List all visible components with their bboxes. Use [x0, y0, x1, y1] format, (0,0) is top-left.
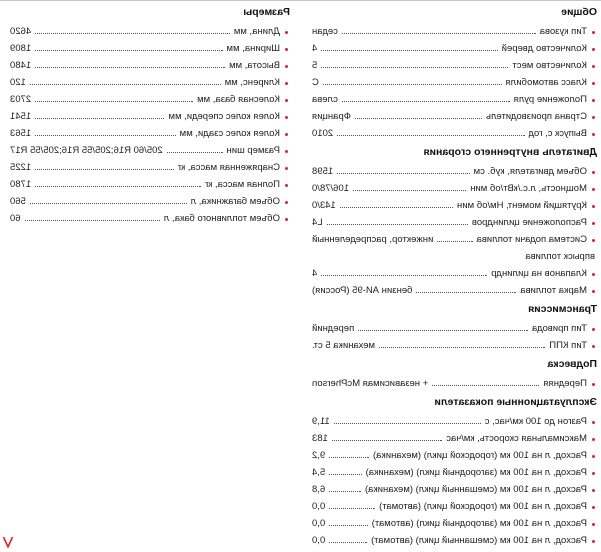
section-title-dimensions: Размеры — [243, 6, 290, 18]
spec-label: Колея колес спереди, мм — [168, 111, 280, 122]
bullet-icon — [592, 540, 595, 543]
dotted-leader — [329, 507, 375, 509]
dotted-leader — [321, 66, 508, 68]
bullet-icon — [592, 290, 595, 293]
bullet-icon — [592, 421, 595, 424]
dotted-leader — [379, 346, 545, 348]
spec-value: бензин АИ-95 (Россия) — [312, 285, 413, 296]
dotted-leader — [329, 473, 361, 475]
spec-label: Крутящий момент, Нм/об мин — [457, 200, 587, 211]
spec-row — [301, 265, 601, 282]
spec-label: Расход, л на 100 км (загородный цикл) (механика) — [365, 467, 587, 478]
spec-label: Положение руля — [513, 94, 587, 105]
spec-value: 6,8 — [312, 484, 326, 495]
spec-row — [0, 23, 300, 40]
bullet-icon — [592, 82, 595, 85]
dotted-leader — [353, 189, 466, 191]
bullet-icon — [285, 184, 288, 187]
spec-value: 5,4 — [312, 467, 326, 478]
bullet-icon — [592, 438, 595, 441]
bullet-icon — [285, 65, 288, 68]
section-title-suspension: Подвеска — [547, 358, 597, 370]
bullet-icon — [592, 383, 595, 386]
spec-value: 120 — [10, 77, 26, 88]
spec-row — [0, 159, 300, 176]
bullet-icon — [592, 273, 595, 276]
bullet-icon — [285, 150, 288, 153]
spec-label: Клиренс, мм — [224, 77, 280, 88]
dotted-leader — [337, 134, 524, 136]
spec-row — [301, 447, 601, 464]
dotted-leader — [342, 100, 510, 102]
spec-column-main — [301, 1, 601, 549]
spec-row — [0, 125, 300, 142]
dotted-leader — [334, 422, 481, 424]
spec-label: Расход, л на 100 км (городской цикл) (механика) — [372, 450, 587, 461]
spec-label: Ширина, мм — [226, 43, 280, 54]
spec-row — [301, 197, 601, 214]
bullet-icon — [592, 506, 595, 509]
spec-label: Передняя — [543, 378, 587, 389]
section-title-general: Общие — [561, 6, 597, 18]
bullet-icon — [592, 489, 595, 492]
spec-label: Тип привода — [531, 323, 587, 334]
bullet-icon — [592, 188, 595, 191]
v-logo-icon — [2, 535, 14, 549]
spec-row — [301, 125, 601, 142]
bullet-icon — [592, 239, 595, 242]
spec-value: 560 — [10, 196, 26, 207]
spec-value: инжектор, распределенный — [312, 234, 434, 245]
spec-label: Расход, л на 100 км (городской цикл) (автомат) — [379, 501, 587, 512]
spec-label: Колесная база, мм — [197, 94, 280, 105]
spec-value: 4 — [312, 268, 318, 279]
spec-row — [0, 176, 300, 193]
dotted-leader — [358, 329, 528, 331]
bullet-icon — [592, 116, 595, 119]
bullet-icon — [285, 48, 288, 51]
spec-label: Класс автомобиля — [505, 77, 587, 88]
spec-value: C — [312, 77, 319, 88]
spec-label: Расход, л на 100 км (смешанный цикл) (механика) — [364, 484, 587, 495]
spec-row — [301, 375, 601, 392]
dotted-leader — [35, 32, 230, 34]
spec-row — [0, 40, 300, 57]
dotted-leader — [35, 49, 222, 51]
spec-value: 205/60 R16;205/55 R16;205/55 R17 — [10, 145, 163, 156]
spec-value: 1563 — [10, 128, 32, 139]
bullet-icon — [592, 99, 595, 102]
bullet-icon — [592, 171, 595, 174]
spec-value: 0,0 — [312, 518, 326, 529]
spec-label: Полная масса, кг — [204, 179, 280, 190]
bullet-icon — [592, 472, 595, 475]
bullet-icon — [592, 328, 595, 331]
spec-label: Расположение цилиндров — [471, 217, 587, 228]
spec-value: седан — [312, 26, 338, 37]
section-title-engine: Двигатель внутреннего сгорания — [423, 146, 597, 158]
spec-label: Выпуск с, год — [528, 128, 587, 139]
spec-value: 60 — [10, 213, 21, 224]
spec-label: Длина, мм — [233, 26, 280, 37]
bullet-icon — [285, 82, 288, 85]
spec-value: 1809 — [10, 43, 32, 54]
spec-value: Франция — [312, 111, 351, 122]
spec-row — [301, 40, 601, 57]
spec-label: Расход, л на 100 км (загородный цикл) (автомат) — [371, 518, 587, 529]
spec-row — [301, 57, 601, 74]
spec-value: слева — [312, 94, 338, 105]
spec-label: Клапанов на цилиндр — [491, 268, 587, 279]
spec-value: 5 — [312, 60, 318, 71]
bullet-icon — [592, 48, 595, 51]
spec-row — [0, 108, 300, 125]
spec-label: Максимальная скорость, км/час — [446, 433, 587, 444]
spec-row — [0, 210, 300, 227]
dotted-leader — [30, 202, 187, 204]
dotted-leader — [329, 524, 367, 526]
bullet-icon — [285, 31, 288, 34]
bullet-icon — [592, 523, 595, 526]
bullet-icon — [285, 99, 288, 102]
spec-row — [0, 142, 300, 159]
spec-label: Тип КПП — [549, 340, 587, 351]
spec-label: Страна производитель — [486, 111, 587, 122]
spec-value: 106/78/0 — [312, 183, 349, 194]
bullet-icon — [592, 31, 595, 34]
spec-label: Разгон до 100 км/час, с — [484, 416, 587, 427]
dotted-leader — [167, 151, 223, 153]
spec-row — [301, 498, 601, 515]
spec-label: Снаряженная масса, кг — [177, 162, 280, 173]
spec-label: Расход, л на 100 км (смешанный цикл) (автомат) — [371, 535, 587, 546]
dotted-leader — [35, 134, 176, 136]
dotted-leader — [327, 223, 468, 225]
spec-value: + независимая McPherson — [312, 378, 429, 389]
spec-row — [0, 193, 300, 210]
spec-row — [0, 91, 300, 108]
spec-value: 1598 — [312, 166, 334, 177]
spec-row — [301, 74, 601, 91]
spec-row — [301, 163, 601, 180]
spec-value: передний — [312, 323, 355, 334]
bullet-icon — [592, 222, 595, 225]
dotted-leader — [323, 83, 502, 85]
spec-row — [301, 282, 601, 299]
spec-row — [301, 180, 601, 197]
dotted-leader — [321, 274, 487, 276]
bullet-icon — [592, 65, 595, 68]
dotted-leader — [342, 32, 536, 34]
spec-value: 2703 — [10, 94, 32, 105]
spec-label: Мощность, л.с./кВт/об мин — [470, 183, 587, 194]
spec-label: Колея колес сзади, мм — [179, 128, 280, 139]
spec-label: Высота, мм — [229, 60, 280, 71]
spec-value: механика 5 ст. — [312, 340, 375, 351]
spec-value: 1780 — [10, 179, 32, 190]
dotted-leader — [25, 219, 160, 221]
spec-row — [301, 464, 601, 481]
dotted-leader — [332, 439, 442, 441]
bullet-icon — [285, 167, 288, 170]
dotted-leader — [437, 240, 472, 242]
spec-row — [0, 57, 300, 74]
dotted-leader — [355, 117, 482, 119]
spec-value: 1225 — [10, 162, 32, 173]
spec-row — [301, 413, 601, 430]
spec-value: 1541 — [10, 111, 32, 122]
dotted-leader — [416, 291, 516, 293]
spec-value: 11,9 — [312, 416, 330, 427]
spec-row — [301, 481, 601, 498]
dotted-leader — [329, 541, 367, 543]
spec-value: 143/0 — [312, 200, 336, 211]
dotted-leader — [329, 490, 361, 492]
spec-row — [301, 337, 601, 354]
spec-value: 4 — [312, 43, 318, 54]
spec-label: Тип кузова — [539, 26, 587, 37]
spec-row — [301, 320, 601, 337]
dotted-leader — [35, 117, 164, 119]
spec-row — [301, 91, 601, 108]
bullet-icon — [592, 455, 595, 458]
spec-column-dimensions — [0, 1, 300, 227]
bullet-icon — [285, 218, 288, 221]
spec-row — [301, 430, 601, 447]
section-title-performance: Эксплуатационные показатели — [434, 396, 597, 408]
spec-label: Марка топлива — [520, 285, 587, 296]
dotted-leader — [35, 66, 225, 68]
bullet-icon — [285, 133, 288, 136]
spec-value: 4620 — [10, 26, 32, 37]
spec-value: 183 — [312, 433, 328, 444]
dotted-leader — [432, 384, 539, 386]
bullet-icon — [592, 205, 595, 208]
spec-label: Количество мест — [512, 60, 587, 71]
spec-row — [301, 214, 601, 231]
spec-label: Система подачи топлива — [476, 234, 587, 245]
bullet-icon — [592, 345, 595, 348]
spec-row — [301, 532, 601, 549]
dotted-leader — [35, 185, 201, 187]
spec-label: Объем двигателя, куб. см — [473, 166, 587, 177]
spec-value: 2010 — [312, 128, 334, 139]
spec-label: Количество дверей — [501, 43, 587, 54]
bullet-icon — [592, 133, 595, 136]
dotted-leader — [340, 206, 453, 208]
bullet-icon — [285, 201, 288, 204]
spec-value-continuation: впрыск топлива — [525, 251, 595, 262]
spec-label: Размер шин — [226, 145, 280, 156]
dotted-leader — [35, 100, 193, 102]
spec-row — [301, 23, 601, 40]
section-title-transmission: Трансмиссия — [528, 303, 597, 315]
spec-row — [0, 74, 300, 91]
spec-value: 0,0 — [312, 535, 326, 546]
spec-row — [301, 231, 601, 248]
bullet-icon — [285, 116, 288, 119]
spec-value: 0,0 — [312, 501, 326, 512]
spec-label: Объем багажника, л — [190, 196, 280, 207]
spec-value: L4 — [312, 217, 323, 228]
dotted-leader — [329, 456, 369, 458]
spec-row — [301, 108, 601, 125]
dotted-leader — [321, 49, 497, 51]
spec-row-continuation — [301, 248, 601, 265]
spec-value: 9,2 — [312, 450, 326, 461]
dotted-leader — [35, 168, 173, 170]
dotted-leader — [30, 83, 221, 85]
spec-value: 1480 — [10, 60, 32, 71]
spec-row — [301, 515, 601, 532]
dotted-leader — [337, 172, 469, 174]
spec-label: Объем топливного бака, л — [163, 213, 280, 224]
